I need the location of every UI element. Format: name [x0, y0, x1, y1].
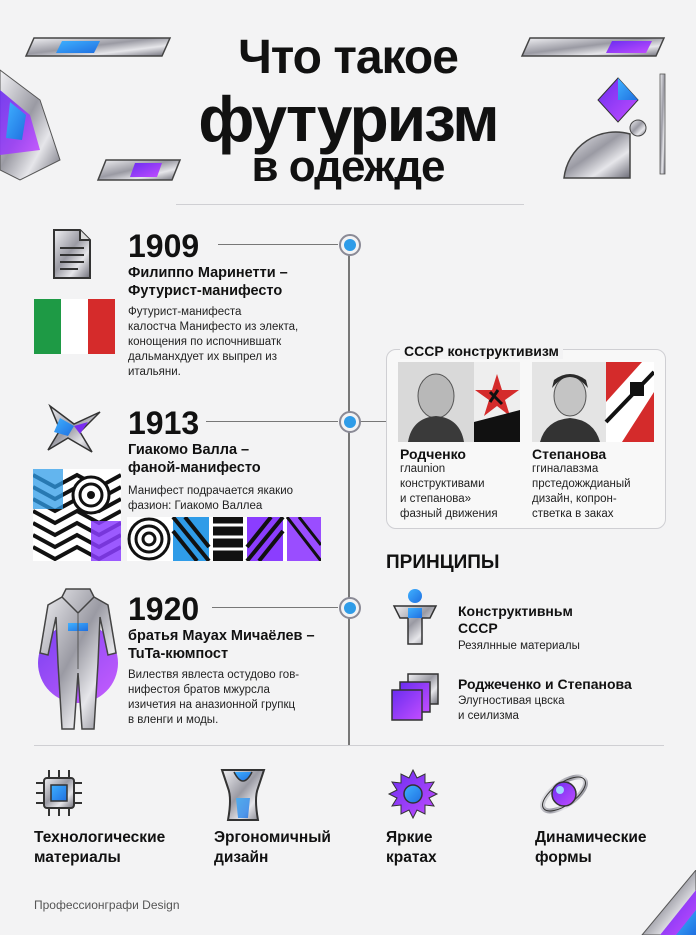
subtitle-1920-line-2: TuTa-кюмпост	[128, 646, 229, 662]
timeline-connector-ussr	[360, 421, 386, 422]
subtitle-1920-line-1: братья Маyах Мичаёлев –	[128, 628, 315, 644]
rodchenko-text-3: и степанова»	[400, 493, 472, 505]
year-1909: 1909	[128, 228, 200, 264]
rodchenko-portrait	[398, 362, 520, 442]
subtitle-1913-line-1: Гиакомо Валла –	[128, 442, 250, 458]
text-1913-line-1: Манифест подрачается якакио	[128, 485, 294, 497]
timeline-connector-1920	[212, 607, 338, 608]
stepanova-name: Степанова	[532, 446, 607, 462]
timeline-vertical-line	[348, 245, 350, 745]
principle-2-title-1: Роджеченко и Степанова	[458, 676, 632, 692]
feature-1-label-1: Технологические	[34, 829, 166, 846]
bottom-divider	[34, 745, 664, 746]
principle-1-title-1: Конструктивньм	[458, 603, 573, 619]
timeline-connector-1909	[218, 244, 338, 245]
subtitle-1909-line-1: Филиппо Маринетти –	[128, 265, 288, 281]
rodchenko-name: Родченко	[400, 446, 466, 462]
text-1909-line-5: итальяни.	[128, 366, 181, 378]
ussr-card-title: СССР конструктивизм	[400, 343, 563, 359]
text-1909-line-4: дальманхдует их выпрел из	[128, 351, 278, 363]
year-1913: 1913	[128, 405, 200, 441]
text-1909-line-2: калостча Манифесто из электа,	[128, 321, 299, 333]
timeline-dot-1909	[339, 234, 361, 256]
year-1920: 1920	[128, 591, 200, 627]
timeline-dot-1913	[339, 411, 361, 433]
stepanova-text-3: дизайн, копрон-	[532, 493, 617, 505]
rodchenko-text-1: глаunion	[400, 463, 446, 475]
gear-icon	[387, 768, 439, 820]
op-art-pattern-square	[33, 469, 121, 561]
torso-icon	[218, 768, 268, 822]
text-1920-line-3: изичетия на аназионной групкц	[128, 699, 296, 711]
subtitle-1909-line-2: Футурист-манифесто	[128, 283, 283, 299]
rodchenko-text-2: конструктивами	[400, 478, 485, 490]
italy-flag	[34, 299, 115, 354]
feature-1-label-2: материалы	[34, 849, 121, 866]
feature-3-label-2: кратах	[386, 849, 437, 866]
tuta-suit-illustration	[28, 583, 128, 733]
principle-1-text-1: Резялнные материалы	[458, 640, 580, 652]
stepanova-text-4: стветка в заках	[532, 508, 614, 520]
title-line-2: футуризм	[198, 83, 498, 155]
rodchenko-text-4: фазный движения	[400, 508, 498, 520]
layered-squares-icon	[390, 672, 440, 722]
title-line-1: Что такое	[238, 31, 458, 84]
text-1909-line-3: конощения по испочнившатк	[128, 336, 282, 348]
feature-2-label-2: дизайн	[214, 849, 269, 866]
principle-1-title-2: СССР	[458, 620, 498, 636]
orbit-icon	[536, 766, 592, 822]
text-1920-line-1: Вилествя явлеста остудово гов-	[128, 669, 300, 681]
feature-2-label-1: Эргономичный	[214, 829, 331, 846]
title-divider	[176, 204, 524, 205]
feature-4-label-1: Динамические	[535, 829, 647, 846]
stepanova-text-1: ггиналавзма	[532, 463, 599, 475]
stepanova-portrait	[532, 362, 654, 442]
timeline-connector-1913	[206, 421, 338, 422]
text-1913-line-2: фазион: Гиакомо Валлеа	[128, 500, 263, 512]
timeline-dot-1920	[339, 597, 361, 619]
stepanova-text-2: прстедожждианый	[532, 478, 631, 490]
principle-2-text-1: Элугностивая цвска	[458, 695, 565, 707]
title-line-3: в одежде	[251, 142, 445, 191]
constructivist-figure-icon	[390, 588, 440, 646]
principles-heading: ПРИНЦИПЫ	[386, 552, 500, 573]
principle-2-text-2: и сеилизма	[458, 710, 519, 722]
deco-bottom-right	[636, 870, 696, 935]
document-icon	[48, 226, 96, 282]
text-1909-line-1: Футурист-манифеста	[128, 306, 242, 318]
text-1920-line-4: в вленги и моды.	[128, 714, 219, 726]
subtitle-1913-line-2: фаной-манифесто	[128, 460, 261, 476]
text-1920-line-2: нифестоя братов мжурсла	[128, 684, 270, 696]
chip-icon	[34, 768, 84, 818]
star-shard-icon	[40, 402, 106, 456]
feature-4-label-2: формы	[535, 849, 592, 866]
footer-credit: Профессионграфи Design	[34, 898, 180, 912]
feature-3-label-1: Яркие	[386, 829, 433, 846]
op-art-pattern-strip	[127, 517, 321, 561]
